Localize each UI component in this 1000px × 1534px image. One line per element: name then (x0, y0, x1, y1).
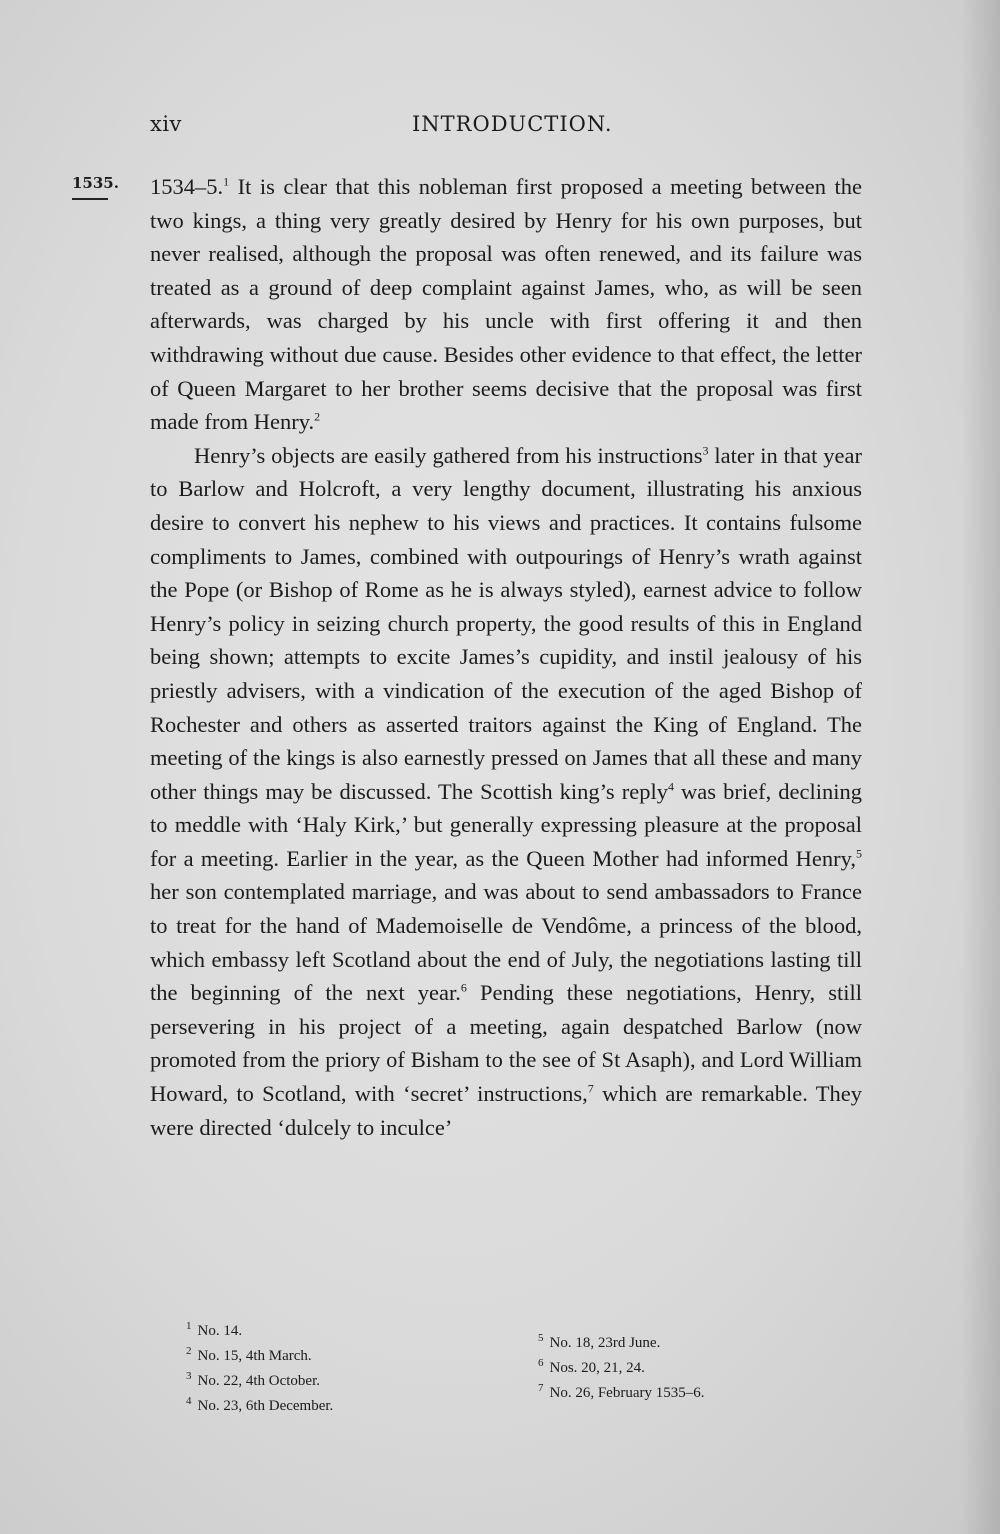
page-number: xiv (150, 112, 182, 136)
p2-text-6: which are remarkable. They were directed ‘dulcely to inculce’ (150, 1081, 862, 1140)
margin-rule (72, 198, 108, 200)
footnotes (150, 1316, 862, 1414)
footnote-number: 4 (186, 1395, 192, 1407)
footnote-text: No. 18, 23rd June. (549, 1335, 661, 1351)
footnote-3 (186, 1366, 333, 1391)
footnotes-right-column (538, 1328, 704, 1403)
footnote-text: No. 23, 6th December. (197, 1398, 334, 1414)
p1-text-2: It is clear that this nobleman first proposed a meeting between the two kings, a thing very greatly desired by Henry for his own purposes, but never realised, although the proposal was often renewed, and its failure was treated as a ground of deep complaint against James, who, as will be seen afterwards, was charged by his uncle with first offering it and then withdrawing without due cause. Besides other evidence to that effect, the letter of Queen Margaret to her brother seems decisive that the proposal was first made from Henry. (150, 174, 862, 435)
footnote-ref-2[interactable]: 2 (314, 409, 321, 424)
page-header (150, 112, 860, 148)
footnote-number: 6 (538, 1357, 544, 1369)
footnote-2 (186, 1341, 333, 1366)
footnote-number: 2 (186, 1345, 192, 1357)
body-text (150, 170, 862, 1144)
footnote-6 (538, 1353, 704, 1378)
footnote-ref-5[interactable]: 5 (856, 846, 862, 861)
running-head: INTRODUCTION. (412, 112, 613, 136)
p2-text-5: Pending these negotiations, Henry, still persevering in his project of a meeting, again despatched Barlow (now promoted from the priory of Bisham to the see of St Asaph), and Lord William Howard, to Scotland, with ‘secret’ instructions, (150, 980, 863, 1107)
footnote-7 (538, 1378, 704, 1403)
footnote-ref-1[interactable]: 1 (223, 174, 230, 189)
footnote-5 (538, 1328, 704, 1353)
footnote-ref-7[interactable]: 7 (587, 1081, 594, 1096)
footnote-ref-3[interactable]: 3 (702, 443, 709, 458)
footnote-text: Nos. 20, 21, 24. (549, 1360, 645, 1376)
footnote-4 (186, 1391, 333, 1416)
footnote-number: 1 (186, 1320, 192, 1332)
p1-text-1: 1534–5. (150, 174, 224, 199)
p2-text-1: Henry’s objects are easily gathered from his instructions (194, 442, 703, 468)
footnote-ref-6[interactable]: 6 (460, 980, 467, 995)
footnote-text: No. 22, 4th October. (197, 1373, 320, 1389)
footnotes-left-column (186, 1316, 333, 1416)
footnote-text: No. 26, February 1535–6. (549, 1385, 705, 1401)
footnote-1 (186, 1316, 333, 1341)
p2-text-2: later in that year to Barlow and Holcroft, a very lengthy document, illustrating his anxious desire to convert his nephew to his views and practices. It contains fulsome compliments to James, combined with outpourings of Henry’s wrath against the Pope (or Bishop of Rome as he is always styled), earnest advice to follow Henry’s policy in seizing church property, the good results of this in England being shown; attempts to excite James’s cupidity, and instil jealousy of his priestly advisers, with a vindication of the execution of the aged Bishop of Rochester and others as asserted traitors against the King of England. The meeting of the kings is also earnestly pressed on James that all these and many other things may be discussed. The Scottish king’s reply (150, 442, 862, 804)
paragraph-1 (150, 170, 862, 439)
footnote-ref-4[interactable]: 4 (667, 779, 674, 794)
paragraph-2 (150, 439, 862, 1144)
footnote-number: 3 (186, 1370, 192, 1382)
p2-text-3: was brief, declining to meddle with ‘Haly Kirk,’ but generally expressing pleasure at the proposal for a meeting. Earlier in the year, as the Queen Mother had informed Henry, (150, 778, 862, 871)
p2-text-4: her son contemplated marriage, and was about to send ambassadors to France to treat for the hand of Mademoiselle de Vendôme, a princess of the blood, which embassy left Scotland about the end of July, the negotiations lasting till the beginning of the next year. (150, 879, 862, 1006)
footnote-number: 5 (538, 1332, 544, 1344)
margin-year-note: 1535. (72, 174, 119, 192)
footnote-text: No. 14. (197, 1323, 243, 1339)
footnote-text: No. 15, 4th March. (197, 1348, 312, 1364)
footnote-number: 7 (538, 1382, 544, 1394)
